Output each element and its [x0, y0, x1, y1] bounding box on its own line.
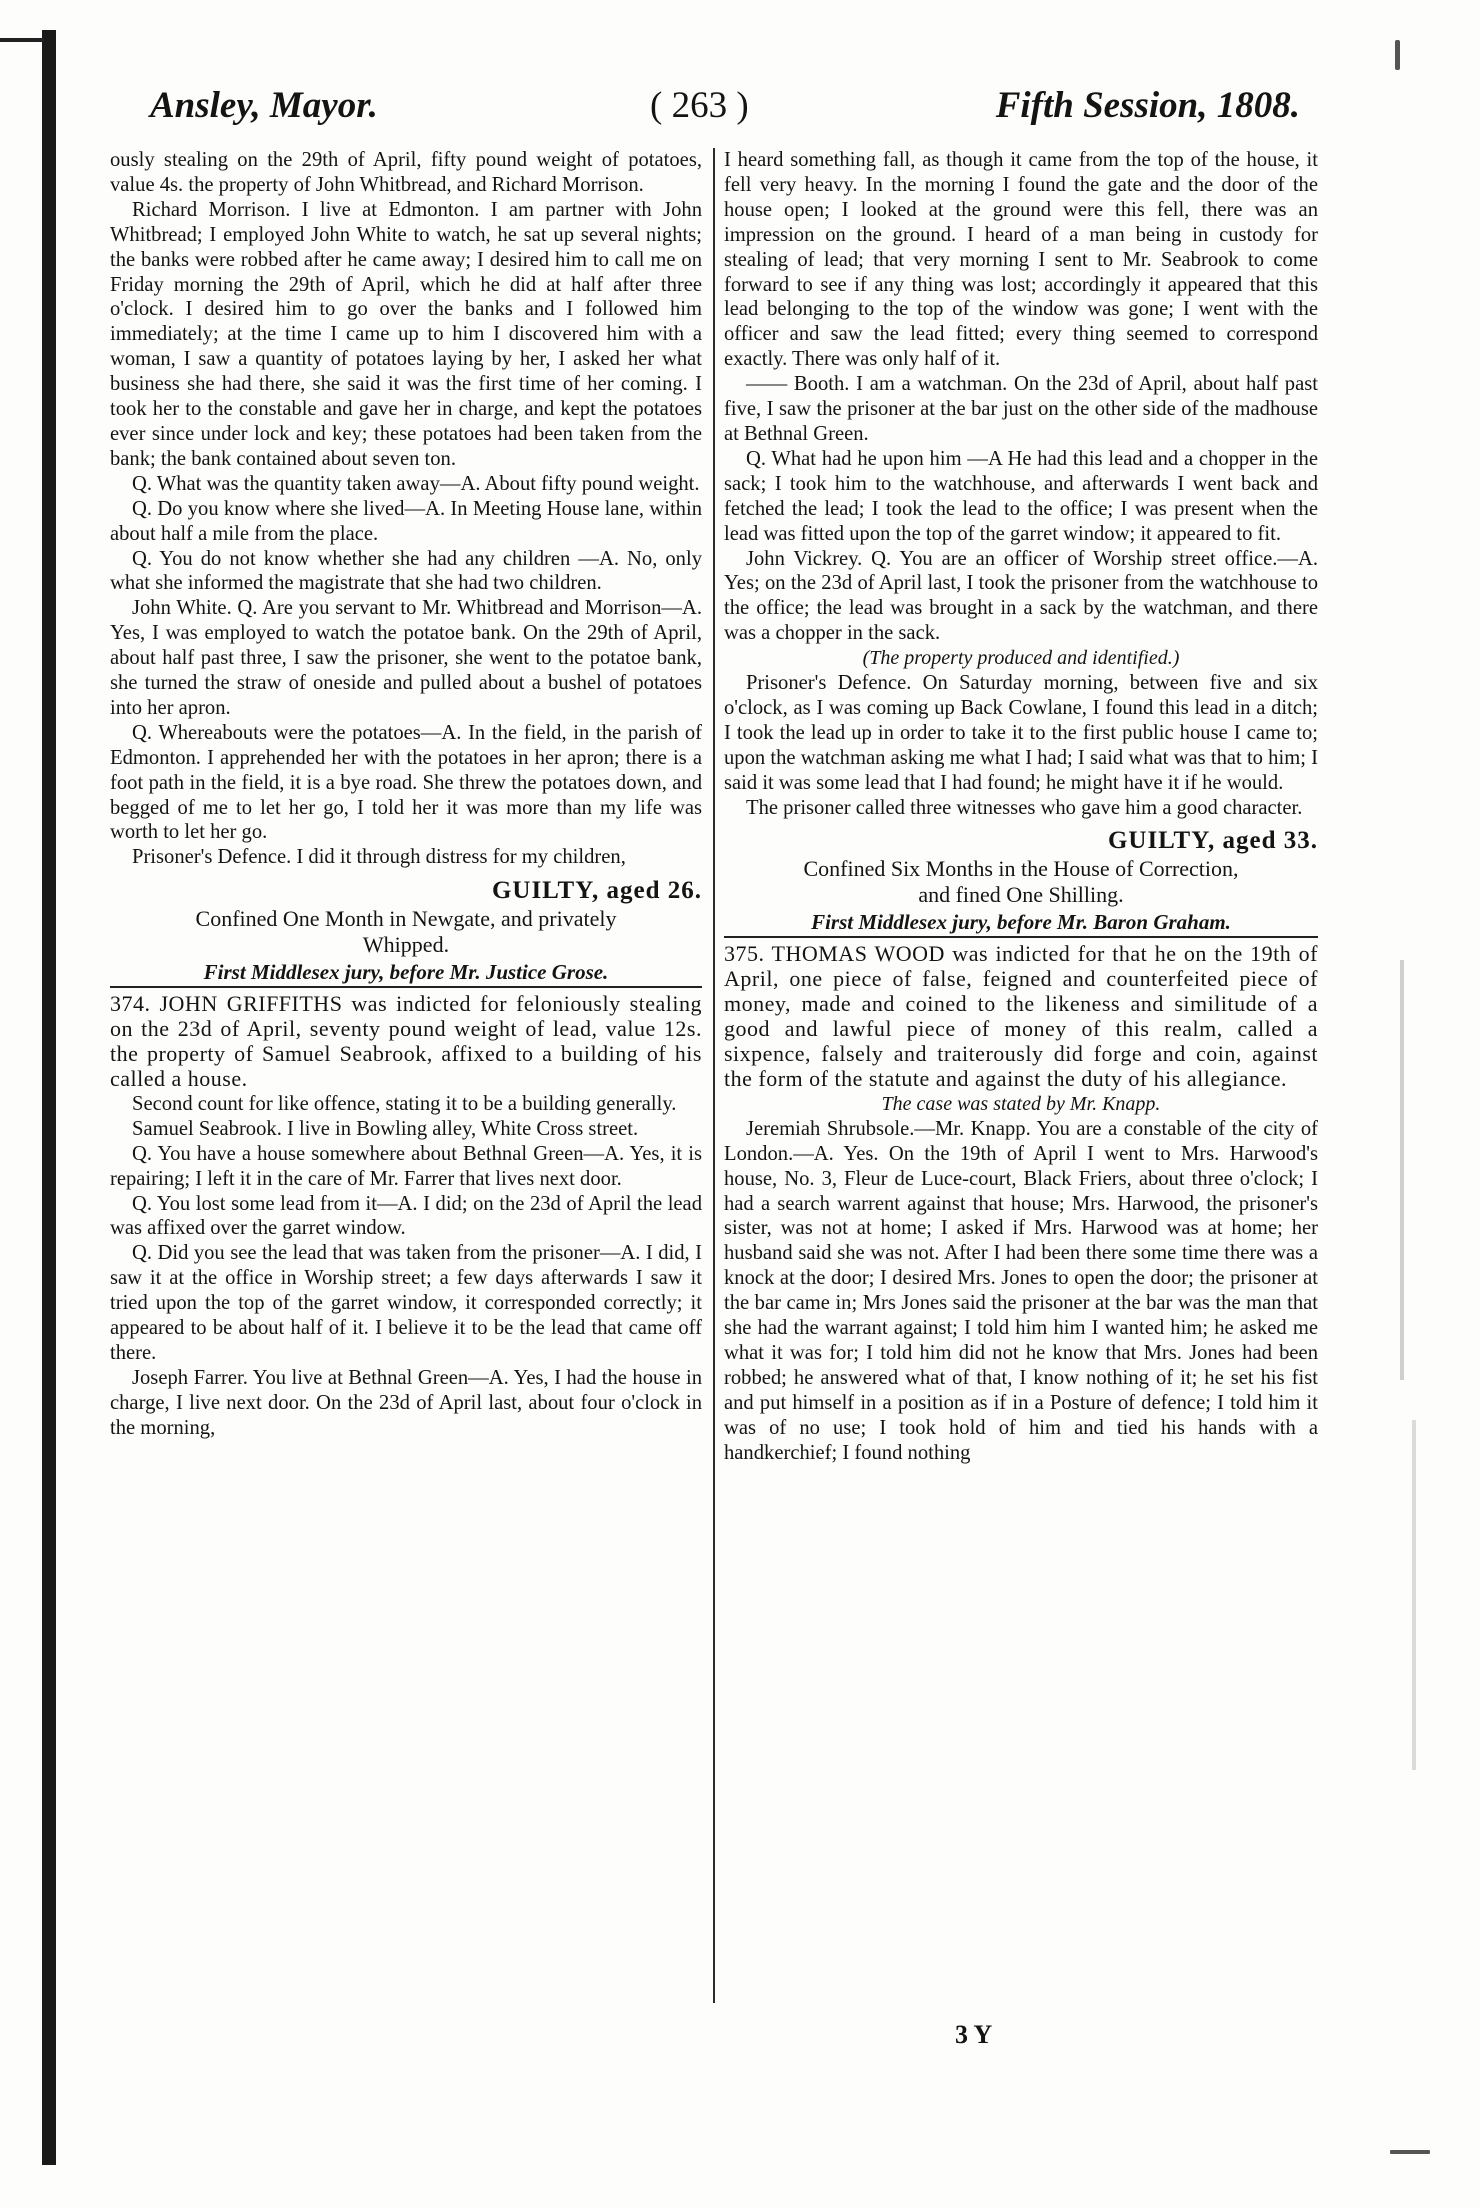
verdict: GUILTY, aged 33.: [1107, 827, 1318, 855]
property-note: (The property produced and identified.): [862, 647, 1180, 670]
paragraph: Second count for like offence, stating it to be a building generally.: [132, 1092, 677, 1115]
header-session: Fifth Session, 1808.: [995, 85, 1300, 126]
scan-speck: [1395, 40, 1400, 70]
paragraph: The prisoner called three witnesses who gave him a good character.: [746, 796, 1303, 819]
paragraph: Q. You do not know whether she had any children —A. No, only what she informed the magistrate that she had two children.: [110, 547, 702, 595]
verdict: GUILTY, aged 26.: [491, 877, 702, 905]
page-number: ( 263 ): [650, 85, 749, 126]
paragraph: ously stealing on the 29th of April, fifty pound weight of potatoes, value 4s. the property of John Whitbread, and Richard Morrison.: [110, 149, 702, 196]
paragraph: Q. Did you see the lead that was taken from the prisoner—A. I did, I saw it at the office in Worship street; a few days afterwards I saw it tried upon the top of the garret window, it corresponded correctly; it appeared to be about half of it. I believe it to be the lead that came off there.: [110, 1242, 702, 1364]
margin-mark: [0, 38, 44, 42]
paragraph: Prisoner's Defence. I did it through distress for my children,: [132, 846, 626, 869]
paragraph: Q. You have a house somewhere about Bethnal Green—A. Yes, it is repairing; I left it in the care of Mr. Farrer that lives next door.: [110, 1142, 702, 1190]
scan-edge-noise: [1400, 960, 1404, 1380]
paragraph: Samuel Seabrook. I live in Bowling alley, White Cross street.: [132, 1117, 639, 1140]
paragraph: Joseph Farrer. You live at Bethnal Green—A. Yes, I had the house in charge, I live next door. On the 23d of April last, about four o'clock in the morning,: [110, 1366, 702, 1439]
column-rule: [713, 148, 715, 2003]
paragraph: Q. You lost some lead from it—A. I did; on the 23d of April the lead was affixed over the garret window.: [110, 1192, 702, 1240]
page-spine-shadow: [42, 30, 56, 2165]
left-column: [110, 148, 702, 1441]
case-heading: 375. THOMAS WOOD was indicted for that he on the 19th of April, one piece of false, feigned and counterfeited piece of money, made and coined to the likeness and similitude of a good and lawful piece of money of this realm, called a sixpence, falsely and traiterously did forge and coin, against the form of the statute and against the duty of his allegiance.: [724, 941, 1318, 1091]
paragraph: I heard something fall, as though it came from the top of the house, it fell very heavy. In the morning I found the gate and the door of the house open; I looked at the ground were this fell, there was an impression on the ground. I heard of a man being in custody for stealing of lead; that very morning I sent to Mr. Seabrook to come forward to see if any thing was lost; accordingly it appeared that this lead belonging to the top of the window was gone; I went with the officer and saw the lead fitted; every thing seemed to correspond exactly. There was only half of it.: [724, 149, 1318, 371]
paragraph: Prisoner's Defence. On Saturday morning, between five and six o'clock, as I was coming up Back Cowlane, I found this lead in a ditch; I took the lead up in order to take it to the first public house I came to; upon the watchman asking me what I had; I said what was that to him; I said it was some lead that I had found; he might have it if he would.: [724, 672, 1318, 794]
paragraph: Q. What had he upon him —A He had this lead and a chopper in the sack; I took him to the watchhouse, and afterwards I went back and fetched the lead; I took the lead to the office; I was present when the lead was fitted upon the top of the garret window; it appeared to fit.: [724, 447, 1318, 545]
paragraph: Q. Do you know where she lived—A. In Meeting House lane, within about half a mile from the place.: [110, 497, 702, 545]
sentence-line: and fined One Shilling.: [918, 882, 1124, 908]
scan-speck: [1390, 2150, 1430, 2154]
jury-line: First Middlesex jury, before Mr. Baron Graham.: [724, 908, 1318, 938]
case-heading: 374. JOHN GRIFFITHS was indicted for feloniously stealing on the 23d of April, seventy pound weight of lead, value 12s. the property of Samuel Seabrook, affixed to a building of his called a house.: [110, 991, 702, 1091]
paragraph: John White. Q. Are you servant to Mr. Whitbread and Morrison—A. Yes, I was employed to watch the potatoe bank. On the 29th of April, about half past three, I saw the prisoner, she went to the potatoe bank, she turned the straw of oneside and pulled about a bushel of potatoes into her apron.: [110, 597, 702, 719]
sentence-line: Whipped.: [362, 932, 450, 958]
paragraph: Jeremiah Shrubsole.—Mr. Knapp. You are a constable of the city of London.—A. Yes. On the 19th of April I went to Mrs. Harwood's house, No. 3, Fleur de Luce-court, Black Friers, about three o'clock; I had a search warrent against that house; Mrs. Harwood, the prisoner's sister, was not at home; I asked if Mrs. Harwood was at home; her husband said she was not. After I had been there some time there was a knock at the door; I desired Mrs. Jones to open the door; the prisoner at the bar came in; Mrs Jones said the prisoner at the bar was the man that she had the warrant against; I told him him I wanted him; he asked me what it was for; I told him did not he know that Mrs. Jones had been robbed; he answered what of that, I know nothing of it; he set his fist and put himself in a position as if in a Posture of defence; I told him it was of no use; I took hold of him and tied his hands with a handkerchief; I found nothing: [724, 1117, 1318, 1464]
header-mayor: Ansley, Mayor.: [150, 85, 378, 126]
sentence-line: Confined Six Months in the House of Correction,: [803, 856, 1239, 882]
running-header: [150, 84, 1300, 140]
paragraph: John Vickrey. Q. You are an officer of Worship street office.—A. Yes; on the 23d of April last, I took the prisoner from the watchhouse to the office; the lead was brought in a sack by the watchman, and there was a chopper in the sack.: [724, 547, 1318, 645]
paragraph: Richard Morrison. I live at Edmonton. I am partner with John Whitbread; I employed John White to watch, he sat up several nights; the banks were robbed after he came away; I desired him to call me on Friday morning the 29th of April, which he did at half after three o'clock. I desired him to go over the banks and I followed him immediately; at the time I came up to him I discovered him with a woman, I saw a quantity of potatoes laying by her, I asked her what business she had there, she said it was the first time of her coming. I took her to the constable and gave her in charge, and kept the potatoes ever since under lock and key; these potatoes had been taken from the bank; the bank contained about seven ton.: [110, 198, 702, 470]
case-note: The case was stated by Mr. Knapp.: [881, 1092, 1161, 1115]
paragraph: —— Booth. I am a watchman. On the 23d of April, about half past five, I saw the prisoner at the bar just on the other side of the madhouse at Bethnal Green.: [724, 373, 1318, 445]
paragraph: Q. Whereabouts were the potatoes—A. In the field, in the parish of Edmonton. I apprehended her with the potatoes in her apron; there is a foot path in the field, it is a bye road. She threw the potatoes down, and begged of me to let her go, I told her it was more than my life was worth to let her go.: [110, 721, 702, 844]
signature-mark: 3 Y: [955, 2020, 993, 2049]
jury-line: First Middlesex jury, before Mr. Justice Grose.: [110, 958, 702, 988]
right-column: [724, 148, 1318, 1466]
scan-edge-noise: [1412, 1420, 1416, 1770]
sentence-line: Confined One Month in Newgate, and privately: [195, 906, 617, 932]
paragraph: Q. What was the quantity taken away—A. About fifty pound weight.: [132, 472, 700, 495]
